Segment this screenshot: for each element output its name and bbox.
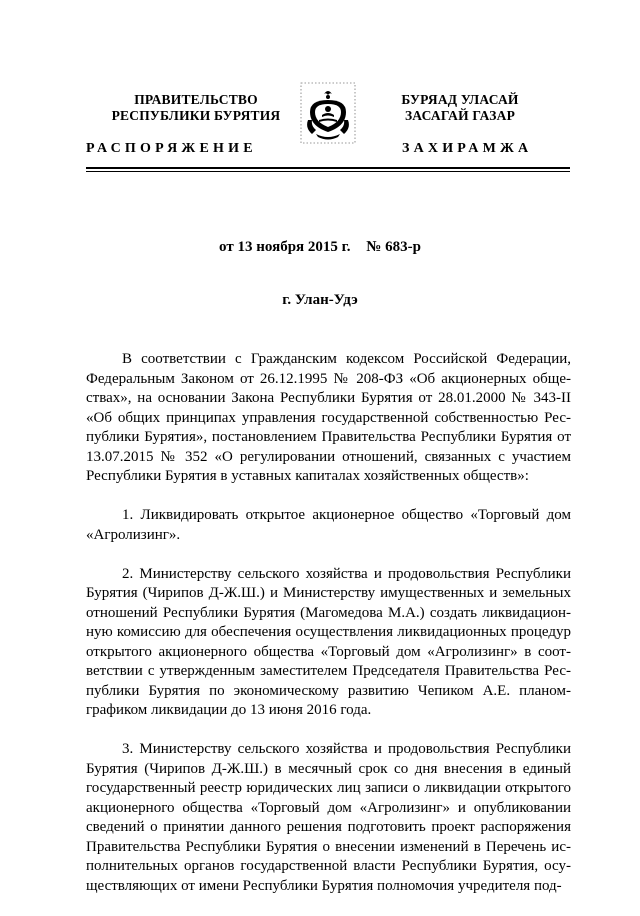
order-title-russian: РАСПОРЯЖЕНИЕ [86, 141, 257, 156]
header-right-line1: БУРЯАД УЛАСАЙ [401, 92, 519, 107]
header-right-line2: ЗАСАГАЙ ГАЗАР [404, 108, 516, 123]
document-date-line [0, 239, 640, 256]
document-number: № 683-р [366, 239, 421, 255]
paragraph-preamble: В соответствии с Гражданским кодексом Российской Федерации, Федеральным Законом от 26.12.1995 № 208-ФЗ «Об акционерных обществах», на основании Закона Республики Бурятия от 28.01.2000 № 343-II «Об общих принципах управления государственной собственностью Республики Бурятия», постановлением Правительства Республики Бурятия от 13.07.2015 № 352 «О регулировании отношений, связанных с участием Республики Бурятия в уставных капиталах хозяйственных обществ»: [86, 351, 571, 484]
coat-of-arms-icon [300, 82, 356, 144]
header-divider-thin [86, 171, 570, 172]
paragraph-item-2: 2. Министерству сельского хозяйства и продовольствия Республики Бурятия (Чирипов Д-Ж.Ш.) и Министерству имущественных и земельных отношений Республики Бурятия (Магомедова М.А.) создать ликвидационную комиссию для обеспечения осуществления ликвидационных процедур открытого акционерного общества «Торговый дом «Агролизинг» в соответствии с утвержденным заместителем Председателя Правительства Республики Бурятия по экономическому развитию Чепиком А.Е. планом-графиком ликвидации до 13 июня 2016 года. [86, 565, 571, 718]
document-date: от 13 ноября 2015 г. [219, 239, 351, 255]
header-left-block [96, 92, 296, 124]
header-left-line2: РЕСПУБЛИКИ БУРЯТИЯ [111, 108, 281, 123]
document-body [86, 350, 571, 916]
header-right-block [370, 92, 550, 124]
paragraph-item-1: 1. Ликвидировать открытое акционерное общество «Торговый дом «Агролизинг». [86, 507, 571, 543]
order-title-buryat: ЗАХИРАМЖА [402, 141, 533, 156]
paragraph-item-3: 3. Министерству сельского хозяйства и продовольствия Республики Бурятия (Чирипов Д-Ж.Ш.) в месячный срок со дня внесения в единый государственный реестр юридических лиц записи о ликвидации открытого акционерного общества «Торговый дом «Агролизинг» и опубликовании сведений о принятии данного решения подготовить проект распоряжения Правительства Республики Бурятия о внесении изменений в Перечень исполнительных органов государственной власти Республики Бурятия, осуществляющих от имени Республики Бурятия полномочия учредителя под- [86, 741, 571, 894]
document-city: г. Улан-Удэ [282, 292, 358, 308]
header-left-line1: ПРАВИТЕЛЬСТВО [134, 92, 258, 107]
header-divider-thick [86, 167, 570, 169]
